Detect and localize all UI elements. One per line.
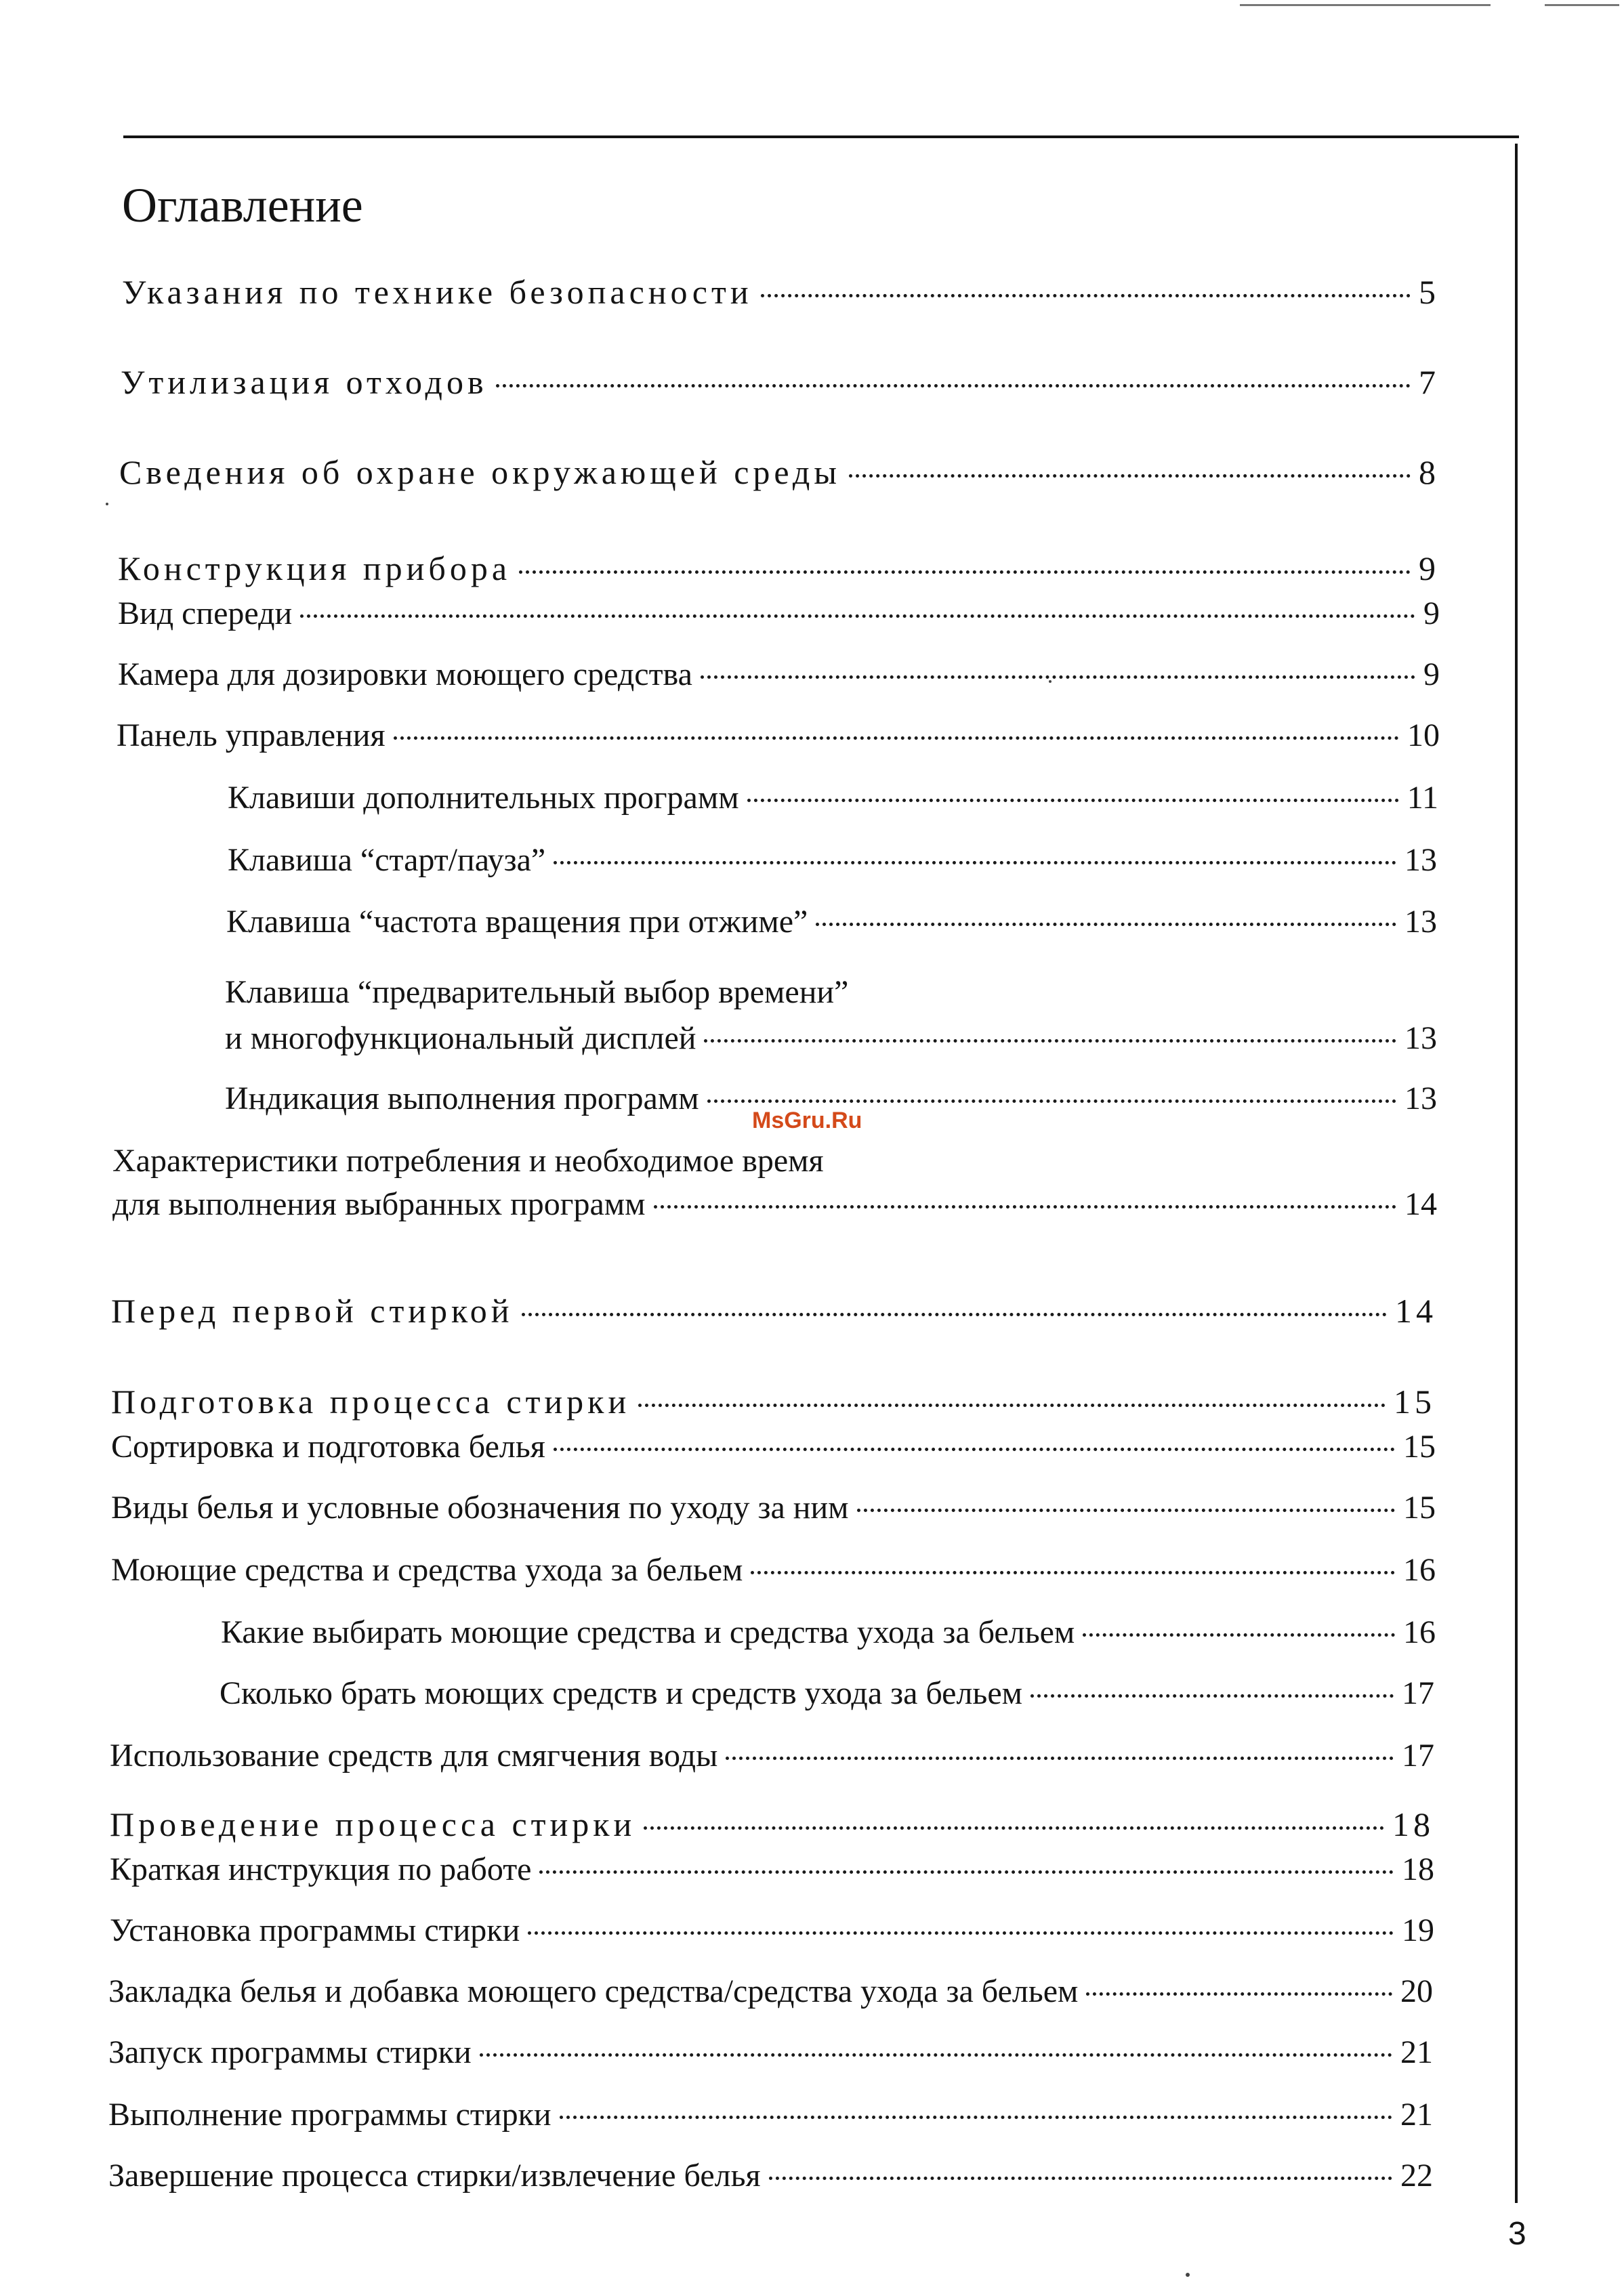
toc-entry[interactable]	[110, 1805, 1434, 1844]
toc-entry-page: 17	[1402, 1738, 1434, 1774]
toc-entry-page: 9	[1423, 656, 1440, 692]
toc-leader-dots	[1086, 1992, 1392, 1996]
toc-entry[interactable]	[118, 595, 1440, 632]
toc-leader-dots	[638, 1404, 1386, 1407]
toc-entry-page: 13	[1404, 1020, 1437, 1056]
toc-entry[interactable]	[121, 362, 1440, 402]
toc-leader-dots	[644, 1826, 1384, 1830]
toc-entry-page: 20	[1400, 1973, 1433, 2009]
toc-entry-page: 22	[1400, 2158, 1433, 2194]
toc-entry-page: 14	[1395, 1292, 1437, 1330]
toc-entry[interactable]	[118, 549, 1440, 588]
toc-entry-title: Клавиши дополнительных программ	[228, 780, 739, 816]
toc-leader-dots	[761, 294, 1411, 297]
toc-entry-page: 15	[1403, 1490, 1436, 1526]
toc-leader-dots	[496, 384, 1411, 387]
toc-leader-dots	[1030, 1694, 1394, 1698]
toc-entry[interactable]	[108, 1973, 1433, 2010]
toc-leader-dots	[519, 570, 1411, 574]
toc-entry-title: Конструкция прибора	[118, 549, 512, 587]
toc-entry[interactable]	[111, 1489, 1436, 1526]
toc-leader-dots	[816, 923, 1396, 926]
toc-entry-page: 13	[1404, 904, 1437, 940]
toc-leader-dots	[707, 1099, 1396, 1103]
toc-entry-page: 21	[1400, 2097, 1433, 2133]
toc-leader-dots	[554, 861, 1396, 864]
toc-entry-page: 16	[1403, 1614, 1436, 1650]
toc-entry-title: Какие выбирать моющие средства и средства ухода за бельем	[221, 1614, 1075, 1650]
toc-entry-title: Клавиша “старт/пауза”	[228, 842, 546, 878]
toc-entry-title: Установка программы стирки	[110, 1912, 520, 1948]
toc-entry-page: 17	[1402, 1675, 1434, 1711]
toc-entry-page: 9	[1423, 595, 1440, 631]
toc-entry[interactable]	[110, 1851, 1434, 1888]
toc-entry-title: Указания по технике безопасности	[122, 273, 753, 311]
toc-entry-title: Моющие средства и средства ухода за бельем	[111, 1552, 743, 1588]
toc-entry-page: 18	[1392, 1805, 1434, 1843]
toc-entry-title: Сортировка и подготовка белья	[111, 1429, 545, 1465]
toc-entry-title: Закладка белья и добавка моющего средства/средства ухода за бельем	[108, 1973, 1079, 2009]
toc-entry-title: Вид спереди	[118, 595, 293, 631]
toc-entry-page: 7	[1419, 363, 1440, 401]
toc-entry-page: 5	[1419, 273, 1440, 311]
toc-leader-dots	[726, 1757, 1394, 1760]
toc-entry-page: 14	[1404, 1186, 1437, 1222]
toc-leader-dots	[849, 474, 1411, 478]
toc-leader-dots	[394, 736, 1399, 740]
toc-entry-page: 19	[1402, 1912, 1434, 1948]
toc-leader-dots	[747, 799, 1399, 802]
watermark: MsGru.Ru	[752, 1108, 862, 1133]
toc-leader-dots	[539, 1870, 1394, 1874]
toc-entry-title: Утилизация отходов	[121, 363, 488, 401]
toc-entry-title: Клавиша “предварительный выбор времени”	[225, 974, 849, 1010]
toc-leader-dots	[1083, 1633, 1395, 1637]
toc-entry-page: 10	[1407, 717, 1440, 753]
toc-entry-title: Виды белья и условные обозначения по уходу за ним	[111, 1490, 849, 1526]
toc-entry-page: 18	[1402, 1851, 1434, 1887]
toc-entry-title: Выполнение программы стирки	[108, 2097, 551, 2133]
toc-entry-title: Индикация выполнения программ	[225, 1080, 699, 1116]
toc-entry-page: 13	[1404, 842, 1437, 878]
toc-entry[interactable]	[111, 1428, 1436, 1465]
toc-entry[interactable]	[228, 841, 1437, 879]
toc-entry-title: Панель управления	[117, 717, 386, 753]
toc-entry[interactable]	[108, 2157, 1433, 2194]
toc-entry[interactable]	[110, 1737, 1434, 1774]
toc-entry[interactable]	[108, 2096, 1433, 2133]
toc-leader-dots	[522, 1313, 1387, 1316]
toc-entry-title: Камера для дозировки моющего средства	[118, 656, 692, 692]
toc-entry-title: Клавиша “частота вращения при отжиме”	[226, 904, 808, 940]
toc-entry-page: 13	[1404, 1080, 1437, 1116]
toc-entry-line2	[225, 1020, 1437, 1057]
page-number: 3	[1508, 2216, 1526, 2252]
toc-entry[interactable]	[112, 1137, 1437, 1223]
toc-entry[interactable]	[108, 2034, 1433, 2071]
toc-entry[interactable]	[226, 903, 1437, 940]
toc-entry-title: Краткая инструкция по работе	[110, 1851, 532, 1887]
toc-entry[interactable]	[110, 1912, 1434, 1949]
toc-entry[interactable]	[111, 1291, 1437, 1330]
toc-entry-page: 8	[1419, 453, 1440, 491]
toc-entry-title: Проведение процесса стирки	[110, 1805, 636, 1843]
toc-entry-title: Перед первой стиркой	[111, 1292, 514, 1330]
toc-entry-page: 21	[1400, 2034, 1433, 2070]
toc-entry[interactable]	[117, 717, 1440, 754]
toc-title: Оглавление	[122, 178, 363, 232]
scan-speck	[1186, 2273, 1190, 2277]
toc-entry-title: Использование средств для смягчения воды	[110, 1738, 718, 1774]
toc-entry-title: Сколько брать моющих средств и средств ухода за бельем	[220, 1675, 1022, 1711]
toc-entry-title-cont: и многофункциональный дисплей	[225, 1020, 696, 1056]
toc-leader-dots	[751, 1571, 1395, 1574]
toc-entry-page: 16	[1403, 1552, 1436, 1588]
toc-entry[interactable]	[111, 1382, 1436, 1421]
toc-entry-page: 11	[1407, 780, 1438, 816]
toc-entry[interactable]	[220, 1675, 1434, 1712]
toc-leader-dots	[769, 2177, 1392, 2180]
toc-entry-title: Характеристики потребления и необходимое время	[112, 1143, 824, 1179]
toc-entry[interactable]	[122, 272, 1440, 312]
toc-entry-page: 15	[1394, 1383, 1436, 1421]
toc-entry-title-cont: для выполнения выбранных программ	[112, 1186, 646, 1222]
scan-speck	[1049, 680, 1052, 683]
toc-leader-dots	[654, 1205, 1396, 1209]
toc-leader-dots	[480, 2053, 1392, 2057]
toc-leader-dots	[554, 1448, 1395, 1451]
scan-speck	[106, 503, 108, 505]
toc-leader-dots	[701, 675, 1415, 679]
toc-leader-dots	[560, 2116, 1392, 2119]
toc-entry-title: Завершение процесса стирки/извлечение белья	[108, 2158, 761, 2194]
toc-entry-title: Сведения об охране окружающей среды	[119, 453, 841, 491]
toc-entry-line2	[112, 1186, 1437, 1223]
toc-entry-title: Запуск программы стирки	[108, 2034, 472, 2070]
toc-entry[interactable]	[111, 1551, 1436, 1589]
toc-entry[interactable]	[119, 453, 1440, 492]
toc-entry-page: 15	[1403, 1429, 1436, 1465]
toc-leader-dots	[528, 1931, 1394, 1935]
toc-entry[interactable]	[228, 779, 1438, 816]
toc-entry[interactable]	[221, 1614, 1436, 1651]
toc-entry[interactable]	[118, 656, 1440, 693]
toc-leader-dots	[704, 1039, 1396, 1043]
toc-entry[interactable]	[225, 965, 1437, 1057]
toc-entry-title: Подготовка процесса стирки	[111, 1383, 631, 1421]
toc-entry-page: 9	[1419, 549, 1440, 587]
toc-leader-dots	[857, 1509, 1395, 1512]
toc-leader-dots	[300, 614, 1415, 618]
